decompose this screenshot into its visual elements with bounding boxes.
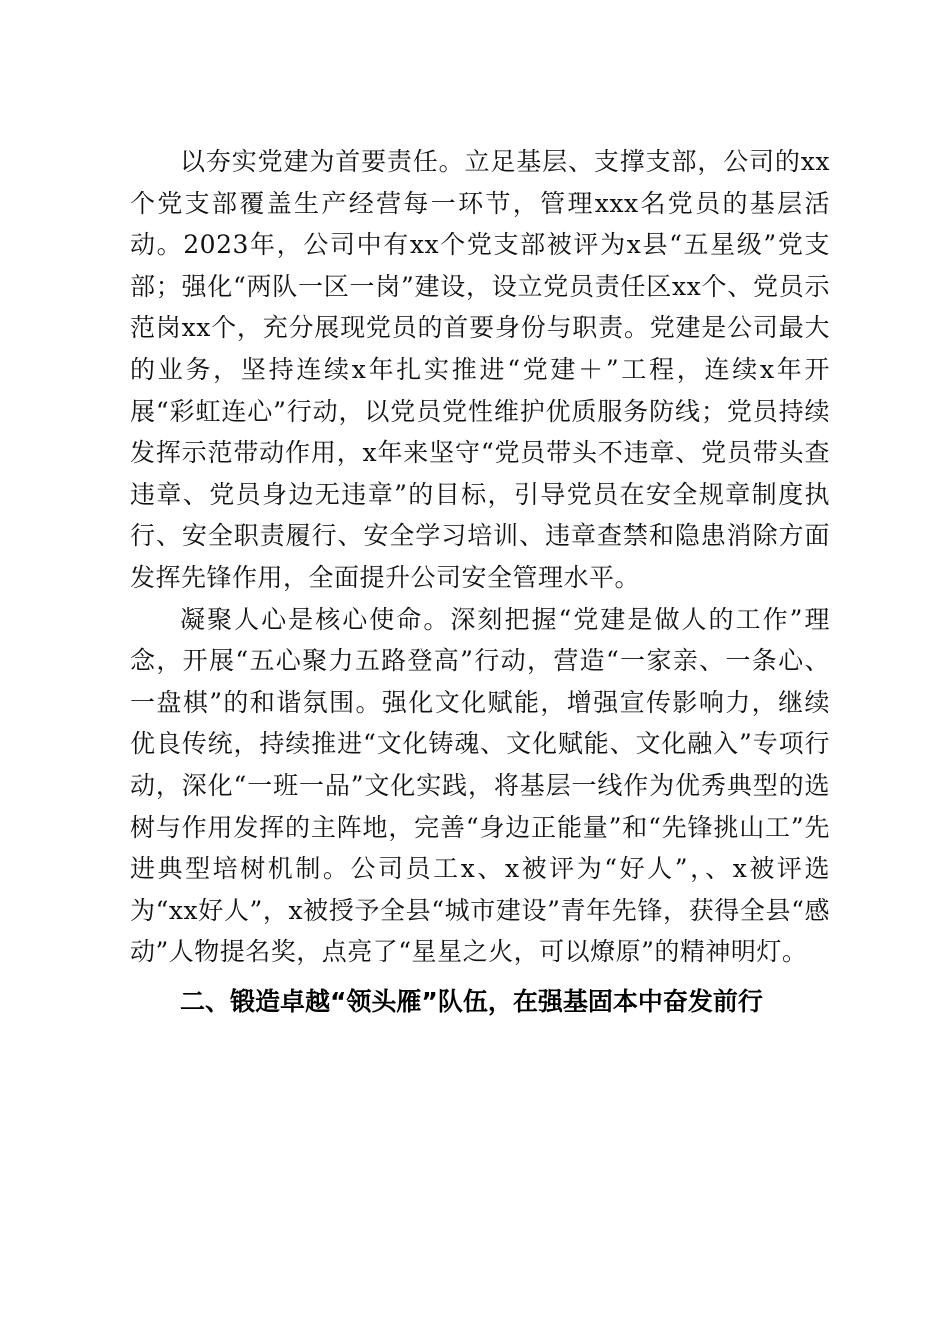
section-heading: 二、锻造卓越“领头雁”队伍，在强基固本中奋发前行 bbox=[180, 986, 763, 1016]
document-body bbox=[130, 141, 830, 1022]
paragraph-party-building-responsibility: 以夯实党建为首要责任。立足基层、支撑支部，公司的xx个党支部覆盖生产经营每一环节，管理xxx名党员的基层活动。2023年，公司中有xx个党支部被评为x县“五星级”党支部；强化“两队一区一岗”建设，设立党员责任区xx个、党员示范岗xx个，充分展现党员的首要身份与职责。党建是公司最大的业务，坚持连续x年扎实推进“党建＋”工程，连续x年开展“彩虹连心”行动，以党员党性维护优质服务防线；党员持续发挥示范带动作用，x年来坚守“党员带头不违章、党员带头查违章、党员身边无违章”的目标，引导党员在安全规章制度执行、安全职责履行、安全学习培训、违章查禁和隐患消除方面发挥先锋作用，全面提升公司安全管理水平。 bbox=[130, 147, 830, 592]
paragraph-cohesion-mission: 凝聚人心是核心使命。深刻把握“党建是做人的工作”理念，开展“五心聚力五路登高”行动，营造“一家亲、一条心、一盘棋”的和谐氛围。强化文化赋能，增强宣传影响力，继续优良传统，持续推进“文化铸魂、文化赋能、文化融入”专项行动，深化“一班一品”文化实践，将基层一线作为优秀典型的选树与作用发挥的主阵地，完善“身边正能量”和“先锋挑山工”先进典型培树机制。公司员工x、x被评为“好人”，、x被评选为“xx好人”，x被授予全县“城市建设”青年先锋，获得全县“感动”人物提名奖，点亮了“星星之火，可以燎原”的精神明灯。 bbox=[130, 604, 830, 967]
